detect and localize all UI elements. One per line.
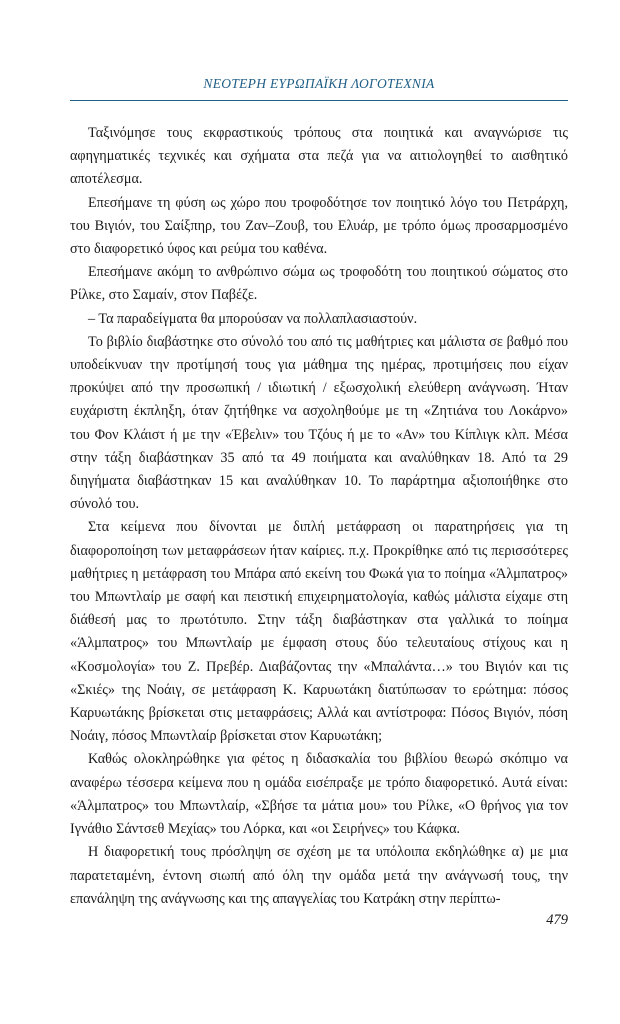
paragraph: Επεσήμανε ακόμη το ανθρώπινο σώμα ως τροφοδότη του ποιητικού σώματος στο Ρίλκε, στο Σαμαίν, στον Παβέζε. xyxy=(70,264,568,304)
page-number: 479 xyxy=(546,912,568,928)
paragraph: Το βιβλίο διαβάστηκε στο σύνολό του από τις μαθήτριες και μάλιστα σε βαθμό που υποδείκνυαν την προτίμησή τους για μάθημα της ημέρας, προτιμήσεις που είχαν προκύψει από την προσωπική / ιδιωτική / εξωσχολική ελεύθερη ανάγνωση. Ήταν ευχάριστη έκπληξη, όταν ζητήθηκε να ασχοληθούμε με τη «Ζητιάνα του Λοκάρνο» του Φον Κλάιστ ή με την «Έβελιν» του Τζόυς ή με το «Αν» του Κίπλιγκ κλπ. Μέσα στην τάξη διαβάστηκαν 35 από τα 49 ποιήματα και αναλύθηκαν 18. Από τα 29 διηγήματα διαβάστηκαν 15 και αναλύθηκαν 10. Το παράρτημα αξιοποιήθηκε στο σύνολό του. xyxy=(70,333,568,513)
paragraph: Ταξινόμησε τους εκφραστικούς τρόπους στα ποιητικά και αναγνώρισε τις αφηγηματικές τεχνικές και σχήματα στα πεζά για να αιτιολογηθεί το αισθητικό αποτέλεσμα. xyxy=(70,125,568,188)
running-title: ΝΕΟΤΕΡΗ ΕΥΡΩΠΑΪΚΗ ΛΟΓΟΤΕΧΝΙΑ xyxy=(203,76,435,91)
paragraph: Καθώς ολοκληρώθηκε για φέτος η διδασκαλία του βιβλίου θεωρώ σκόπιμο να αναφέρω τέσσερα κείμενα που η ομάδα εισέπραξε με τρόπο διαφορετικό. Αυτά είναι: «Άλμπατρος» του Μπωντλαίρ, «Σβήσε τα μάτια μου» του Ρίλκε, «Ο θρήνος για τον Ιγνάθιο Σάντσεθ Μεχίας» του Λόρκα, και «οι Σειρήνες» του Κάφκα. xyxy=(70,751,568,838)
paragraph: – Τα παραδείγματα θα μπορούσαν να πολλαπλασιαστούν. xyxy=(88,310,418,327)
paragraph: Η διαφορετική τους πρόσληψη σε σχέση με τα υπόλοιπα εκδηλώθηκε α) με μια παρατεταμένη, έντονη σιωπή από όλη την ομάδα μετά την ανάγνωσή τους, την επανάληψη της ανάγνωσης και της απαγγελίας του Κατράκη στην περίπτω- xyxy=(70,844,568,907)
paragraph: Στα κείμενα που δίνονται με διπλή μετάφραση οι παρατηρήσεις για τη διαφοροποίηση των μεταφράσεων ήταν καίριες. π.χ. Προκρίθηκε από τις περισσότερες μαθήτριες η μετάφραση του Μπάρα από εκείνη του Φωκά για το ποίημα «Άλμπατρος» του Μπωντλαίρ με σαφή και πειστική επιχειρηματολογία, καθώς μάλιστα είχαμε στη διάθεσή μας το πρωτότυπο. Στην τάξη διαβάστηκαν στα γαλλικά το ποίημα «Άλμπατρος» του Μπωντλαίρ με έμφαση στους δύο τελευταίους στίχους και η «Κοσμολογία» του Ζ. Πρεβέρ. Διαβάζοντας την «Μπαλάντα…» του Βιγιόν και τις «Σκιές» της Νοάιγ, σε μετάφραση Κ. Καρυωτάκη διατύπωσαν το ερώτημα: πόσος Καρυωτάκης βρίσκεται στις μεταφράσεις; Αλλά και αντίστροφα: Πόσος Βιγιόν, πόση Νοάιγ, πόσος Μπωντλαίρ βρίσκεται στον Καρυωτάκη; xyxy=(70,519,568,745)
paragraph: Επεσήμανε τη φύση ως χώρο που τροφοδότησε τον ποιητικό λόγο του Πετράρχη, του Βιγιόν, του Σαίξπηρ, του Ζαν–Ζουβ, του Ελυάρ, με τρόπο όμως προσαρμοσμένο στο διαφορετικό ύφος και ρεύμα του καθένα. xyxy=(70,194,568,258)
body-text xyxy=(70,122,568,911)
header-rule xyxy=(70,100,568,101)
